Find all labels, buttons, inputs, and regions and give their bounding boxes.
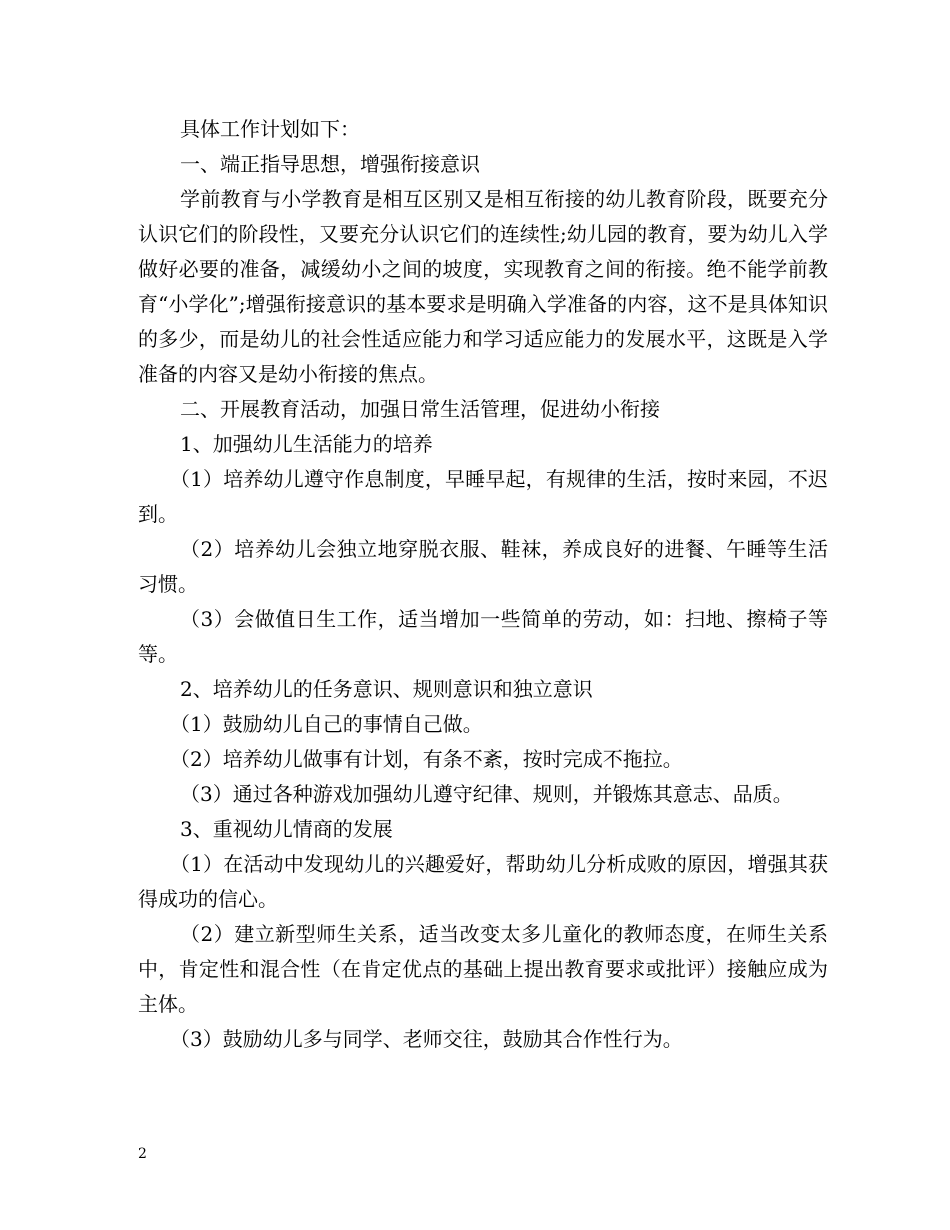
paragraph-body: 学前教育与小学教育是相互区别又是相互衔接的幼儿教育阶段，既要充分认识它们的阶段性，又要充分认识它们的连续性;幼儿园的教育，要为幼儿入学做好必要的准备，减缓幼小之间的坡度，实现教育之间的衔接。绝不能学前教育“小学化”;增强衔接意识的基本要求是明确入学准备的内容，这不是具体知识的多少，而是幼儿的社会性适应能力和学习适应能力的发展水平，这既是入学准备的内容又是幼小衔接的焦点。 bbox=[138, 187, 828, 386]
list-item: （2）培养幼儿会独立地穿脱衣服、鞋袜，养成良好的进餐、午睡等生活习惯。 bbox=[138, 537, 828, 596]
list-item: （1）在活动中发现幼儿的兴趣爱好，帮助幼儿分析成败的原因，增强其获得成功的信心。 bbox=[138, 852, 828, 911]
list-item: （2）培养幼儿做事有计划，有条不紊，按时完成不拖拉。 bbox=[170, 747, 683, 771]
section-heading-1: 一、端正指导思想，增强衔接意识 bbox=[180, 152, 480, 176]
document-body bbox=[138, 112, 828, 1057]
list-item: （1）鼓励幼儿自己的事情自己做。 bbox=[170, 712, 483, 736]
page-number: 2 bbox=[138, 1146, 147, 1162]
subsection-heading-1: 1、加强幼儿生活能力的培养 bbox=[180, 432, 433, 456]
section-heading-2: 二、开展教育活动，加强日常生活管理，促进幼小衔接 bbox=[180, 397, 660, 421]
paragraph-intro: 具体工作计划如下： bbox=[180, 117, 360, 141]
list-item: （3）会做值日生工作，适当增加一些简单的劳动，如：扫地、擦椅子等等。 bbox=[138, 607, 828, 666]
subsection-heading-2: 2、培养幼儿的任务意识、规则意识和独立意识 bbox=[180, 677, 593, 701]
list-item: （3）通过各种游戏加强幼儿遵守纪律、规则，并锻炼其意志、品质。 bbox=[180, 782, 793, 806]
list-item: （2）建立新型师生关系，适当改变太多儿童化的教师态度，在师生关系中，肯定性和混合性（在肯定优点的基础上提出教育要求或批评）接触应成为主体。 bbox=[138, 922, 828, 1016]
list-item: （1）培养幼儿遵守作息制度，早睡早起，有规律的生活，按时来园，不迟到。 bbox=[138, 467, 828, 526]
subsection-heading-3: 3、重视幼儿情商的发展 bbox=[180, 817, 393, 841]
list-item: （3）鼓励幼儿多与同学、老师交往，鼓励其合作性行为。 bbox=[170, 1027, 683, 1051]
